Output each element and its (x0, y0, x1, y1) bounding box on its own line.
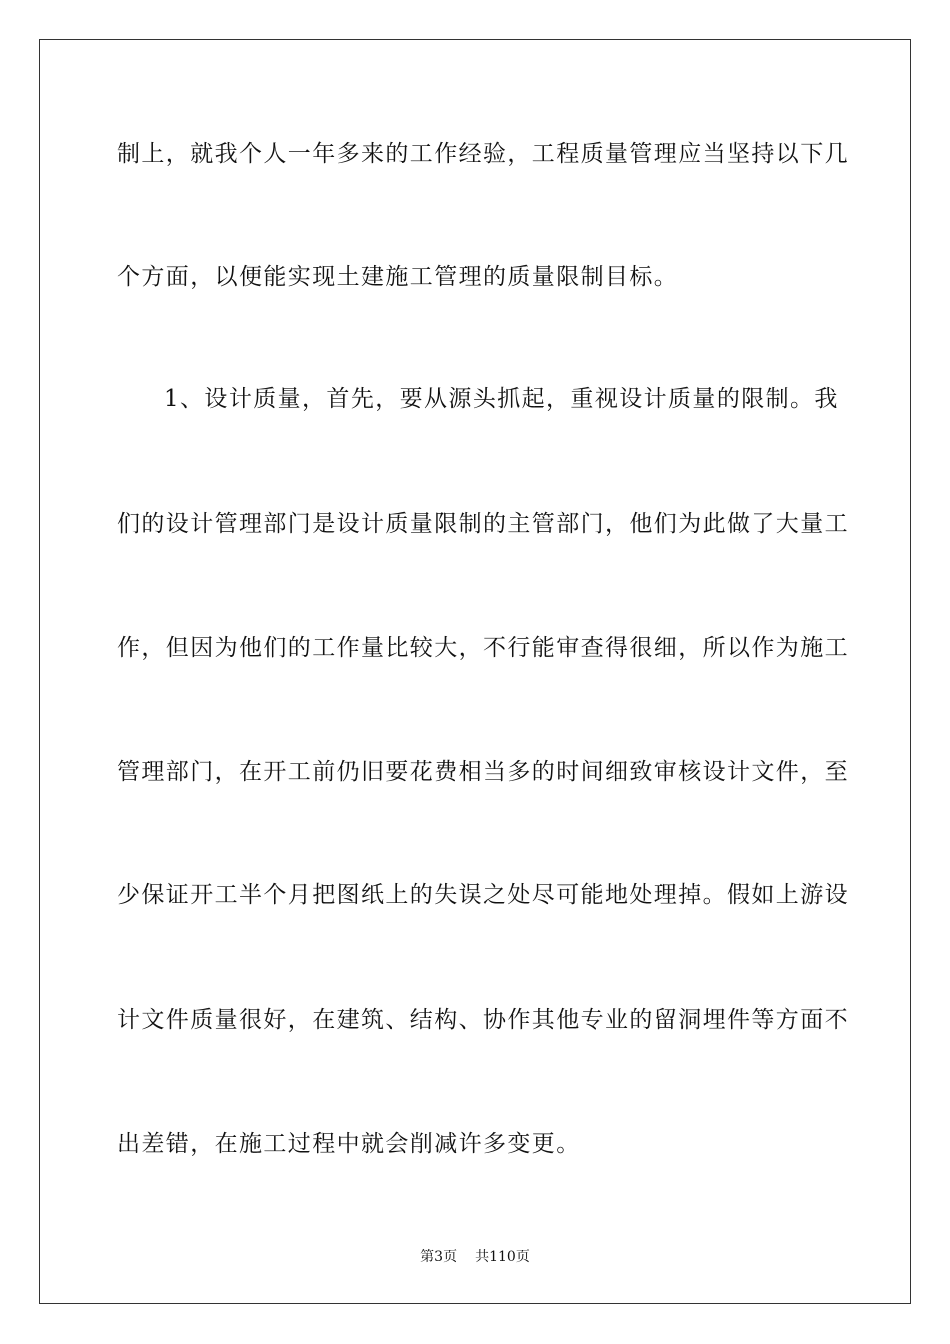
page-total: 共110页 (475, 1249, 530, 1265)
page-number: 第3页 (420, 1249, 458, 1265)
text-line: 制上，就我个人一年多来的工作经验，工程质量管理应当坚持以下几 (117, 141, 849, 167)
text-line: 少保证开工半个月把图纸上的失误之处尽可能地处理掉。假如上游设 (117, 882, 849, 908)
text-line: 们的设计管理部门是设计质量限制的主管部门，他们为此做了大量工 (117, 511, 849, 537)
page-footer (0, 1247, 950, 1267)
text-line: 个方面，以便能实现土建施工管理的质量限制目标。 (117, 264, 679, 290)
text-line: 作，但因为他们的工作量比较大，不行能审查得很细，所以作为施工 (117, 635, 849, 661)
text-line: 计文件质量很好，在建筑、结构、协作其他专业的留洞埋件等方面不 (117, 1007, 849, 1033)
text-line: 出差错，在施工过程中就会削减许多变更。 (117, 1131, 581, 1157)
page-border (39, 39, 911, 1304)
text-line: 管理部门，在开工前仍旧要花费相当多的时间细致审核设计文件，至 (117, 759, 849, 785)
text-line: 1、设计质量，首先，要从源头抓起，重视设计质量的限制。我 (164, 386, 839, 412)
